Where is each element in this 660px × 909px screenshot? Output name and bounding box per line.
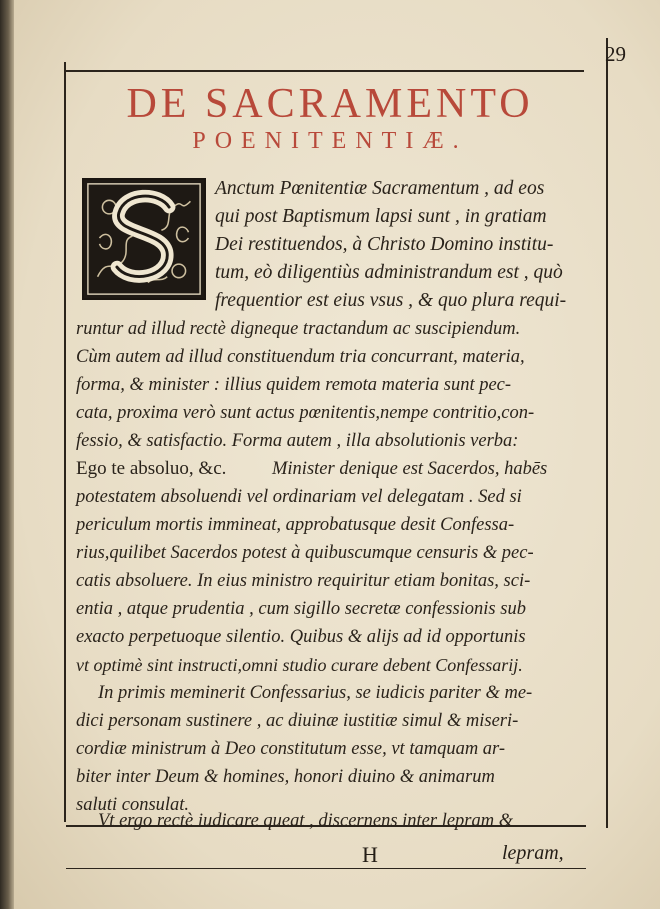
text-line: In primis meminerit Confessarius, se iudicis pariter & me- <box>98 683 533 703</box>
text-line: frequentior est eius vsus , & quo plura requi- <box>215 290 567 311</box>
text-line: qui post Baptismum lapsi sunt , in gratiam <box>215 206 547 227</box>
chapter-title: DE SACRAMENTO <box>126 81 534 127</box>
text-line: cordiæ ministrum à Deo constitutum esse, vt tamquam ar- <box>76 739 506 759</box>
text-line: Cùm autem ad illud constituendum tria concurrant, materia, <box>76 347 525 367</box>
text-line: exacto perpetuoque silentio. Quibus & alijs ad id opportunis <box>76 627 526 647</box>
text-line: biter inter Deum & homines, honori diuino & animarum <box>76 767 495 787</box>
text-line: cata, proxima verò sunt actus pœnitentis,nempe contritio,con- <box>76 403 535 423</box>
text-line: saluti consulat. <box>76 795 190 815</box>
book-spine-shadow <box>0 0 14 909</box>
frame-top-rule <box>64 70 584 72</box>
text-line: vt optimè sint instructi,omni studio curare debent Confessarij. <box>76 655 523 675</box>
frame-right-rule <box>606 38 608 828</box>
catchword: lepram, <box>502 842 564 864</box>
text-line: potestatem absoluendi vel ordinariam vel delegatam . Sed si <box>76 487 522 507</box>
ornamental-initial-s-icon <box>84 180 204 298</box>
text-line: catis absoluere. In eius ministro requiritur etiam bonitas, sci- <box>76 571 531 591</box>
text-line: forma, & minister : illius quidem remota materia sunt pec- <box>76 375 512 395</box>
text-line: rius,quilibet Sacerdos potest à quibuscumque censuris & pec- <box>76 543 534 563</box>
text-line: dici personam sustinere , ac diuinæ iustitiæ simul & miseri- <box>76 711 519 731</box>
frame-left-rule <box>64 62 66 822</box>
page-number: 29 <box>605 42 626 66</box>
ornamental-initial <box>82 178 206 300</box>
frame-footer-rule <box>66 868 586 869</box>
text-line: Minister denique est Sacerdos, habēs <box>272 459 548 479</box>
text-line: entia , atque prudentia , cum sigillo secretæ confessionis sub <box>76 599 526 619</box>
chapter-subtitle: POENITENTIÆ. <box>192 128 468 154</box>
book-page <box>14 0 660 909</box>
text-line: tum, eò diligentiùs administrandum est , quò <box>215 262 563 283</box>
text-line: Vt ergo rectè iudicare queat , discernens inter lepram & <box>98 811 514 831</box>
text-line: periculum mortis immineat, approbatusque desit Confessa- <box>76 515 515 535</box>
text-line: runtur ad illud rectè digneque tractandum ac suscipiendum. <box>76 319 521 339</box>
text-line: Anctum Pœnitentiæ Sacramentum , ad eos <box>215 178 545 199</box>
text-line: fessio, & satisfactio. Forma autem , illa absolutionis verba: <box>76 431 519 451</box>
signature-mark: H <box>362 842 378 867</box>
text-line-roman: Ego te absoluo, &c. <box>76 458 227 479</box>
text-line: Dei restituendos, à Christo Domino institu- <box>215 234 554 255</box>
